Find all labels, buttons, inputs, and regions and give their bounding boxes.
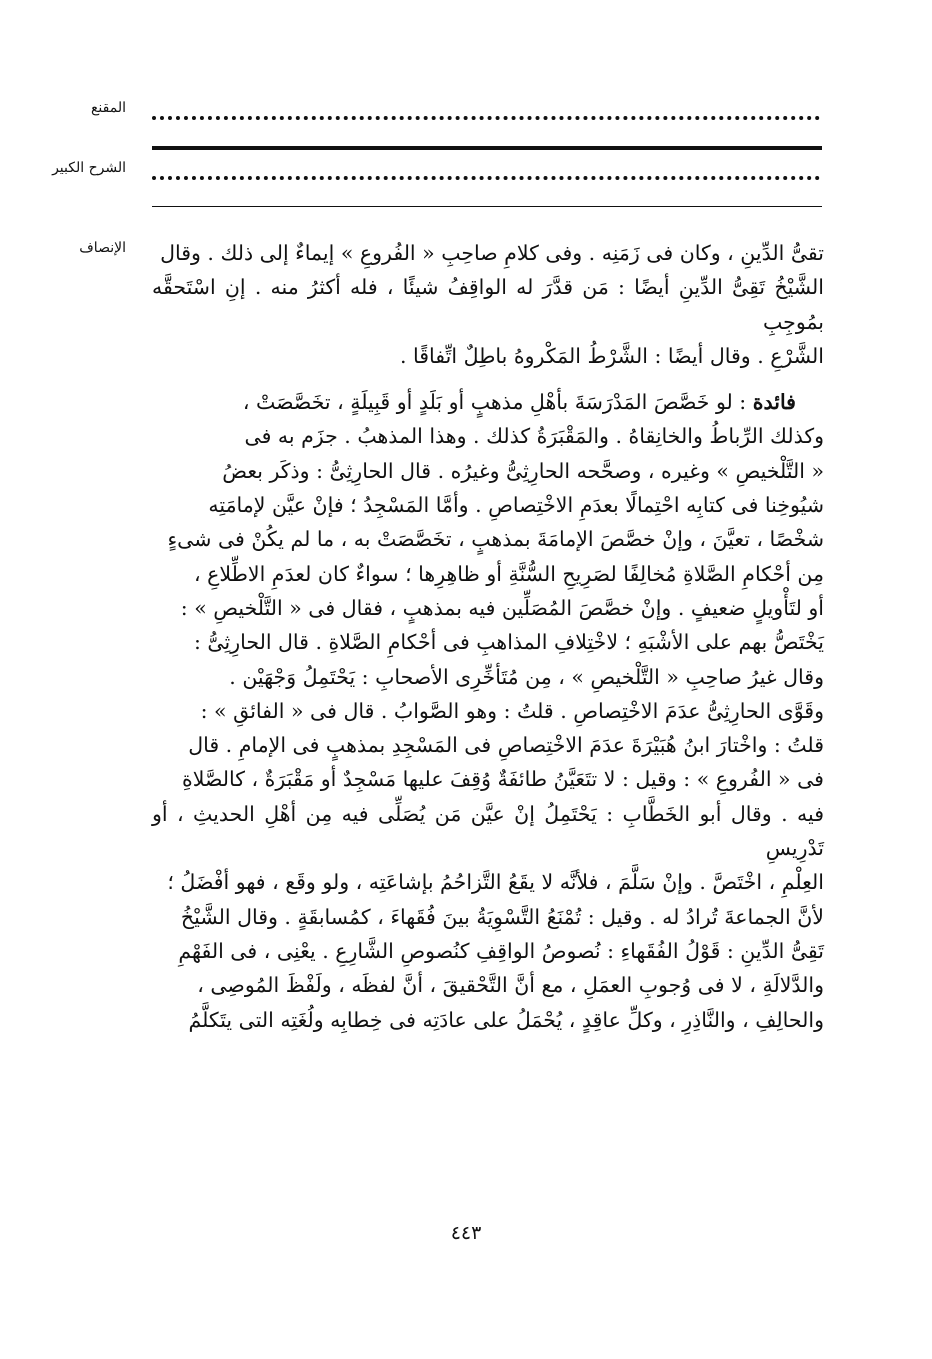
text-line: أو لتَأْويلٍ ضعيفٍ . وإنْ خصَّصَ المُصَلِّين فيه بمذهبٍ ، فقال فى « التَّلْخيصِ » :: [180, 595, 824, 620]
text-line: وقال غيرُ صاحِبِ « التَّلْخيصِ » ، مِن مُتَأخِّرِى الأصحابِ : يَحْتَمِلُ وَجْهَيْن .: [229, 664, 824, 689]
text-line: « التَّلْخيصِ » وغيره ، وصحَّحه الحارِثِىُّ وغيرُه . قال الحارِثِىُّ : وذكَر بعضُ: [222, 458, 824, 483]
text-line: العِلْمِ ، اخْتَصَّ . وإنْ سَلَّمَ ، فلأنَّه لا يقَعُ التَّزاحُمُ بإشاعَتِه ، ولو وقَع ، فهو أفْضَلُ ؛: [167, 870, 824, 895]
insaf-label: الإنصاف: [79, 240, 126, 256]
insaf-text: [152, 236, 824, 1037]
text-line: يَخْتَصُّ بهم على الأشْبَهِ ؛ لاخْتِلافِ المذاهبِ فى أحْكامِ الصَّلاةِ . قال الحارِثِىُّ :: [193, 630, 824, 655]
text-fragment: : لو خَصَّصَ المَدْرَسَةَ بأهْلِ مذهبٍ أو بَلَدٍ أو قَبِيلَةٍ ، تخَصَّصَتْ ،: [242, 390, 753, 415]
paragraph-faida: [152, 385, 824, 1037]
text-line: مِن أحْكامِ الصَّلاةِ مُخالِفًا لصَرِيحِ السُّنَّةِ أو ظاهِرِها ؛ سواءٌ كان لعدَمِ الاطِّلاعِ ،: [193, 561, 824, 586]
text-line: قلتُ : واخْتارَ ابنُ هُبَيْرَةَ عدَمَ الاخْتِصاصِ فى المَسْجِدِ بمذهبٍ فى الإمامِ . قال: [188, 733, 824, 758]
text-line: شخْصًا ، تعيَّنَ ، وإنْ خصَّصَ الإمامَةَ بمذهبٍ ، تخَصَّصَتْ به ، ما لم يكُنْ فى شىءٍ: [167, 527, 824, 552]
text-line: وكذلك الرِّباطُ والخانِقاهُ . والمَقْبَرَةُ كذلك . وهذا المذهبُ . جزَم به فى: [244, 424, 824, 449]
text-line: تقىُّ الدِّينِ ، وكان فى زَمَنِه . وفى كلامِ صاحِبِ « الفُروعِ » إيماءٌ إلى ذلك . وقال: [160, 241, 824, 265]
text-line: [152, 385, 824, 419]
text-line: شيُوخِنا فى كتابِه احْتِمالًا بعدَمِ الاخْتِصاصِ . وأمَّا المَسْجِدُ ؛ فإنْ عيَّن لإمامَتِه: [208, 493, 824, 518]
paragraph-1: [152, 236, 824, 373]
text-line: تَقِىُّ الدِّينِ : قَوْلُ الفُقَهاءِ : نُصوصُ الواقِفِ كنُصوصِ الشَّارِعِ . يعْنِى ، فى الفَهْمِ: [178, 938, 824, 963]
text-line: الشَّيْخُ تَقِىُّ الدِّينِ أيضًا : مَن قدَّرَ له الواقِفُ شيئًا ، فله أكثرُ منه . إنِ اسْتَحقَّه بمُوجِبِ: [152, 275, 824, 334]
sharh-kabir-label: الشرح الكبير: [52, 160, 126, 176]
muqni-label: المقنع: [90, 100, 126, 116]
text-line: فى « الفُروعِ » : وقيل : لا تتَعَيَّنُ طائفَةٌ وُقِفَ عليها مَسْجِدٌ أو مَقْبَرَةٌ ، كالصَّلاةِ: [182, 767, 824, 792]
muqni-dotted-line: [152, 116, 820, 124]
text-line: لأنَّ الجماعةَ تُرادُ له . وقيل : تُمْنَعُ التَّسْوِيَةُ بينَ فُقَهاءَ ، كمُسابقَةٍ . وقال الشَّيْخُ: [180, 904, 824, 929]
header-thick-rule: [152, 146, 822, 150]
header-thin-rule: [152, 206, 822, 207]
text-line: الشَّرْعِ . وقال أيضًا : الشَّرْطُ المَكْروهُ باطِلٌ اتِّفاقًا .: [399, 343, 824, 368]
text-line: والحالِفِ ، والنَّاذِرِ ، وكلِّ عاقِدٍ ، يُحْمَلُ على عادَتِه فى خِطابِه ولُغَتِه التى يتَكلَّمُ: [188, 1007, 824, 1032]
text-line: والدَّلالَةِ ، لا فى وُجوبِ العمَلِ ، مع أنَّ التَّحْقيقَ ، أنَّ لفظَه ، ولَفْظَ المُوصِى ،: [197, 973, 824, 998]
faida-heading: فائدة: [752, 390, 796, 415]
text-line: وقَوَّى الحارِثِىُّ عدَمَ الاخْتِصاصِ . قلتُ : وهو الصَّوابُ . قال فى « الفائقِ » :: [200, 698, 824, 723]
page-number: ٤٤٣: [450, 1222, 482, 1244]
text-line: فيه . وقال أبو الخَطَّابِ : يَحْتَمِلُ إنْ عيَّن مَن يُصَلِّى فيه مِن أهْلِ الحديثِ ، أو تَدْرِيسِ: [152, 801, 824, 861]
sharh-dotted-line: [152, 176, 820, 184]
